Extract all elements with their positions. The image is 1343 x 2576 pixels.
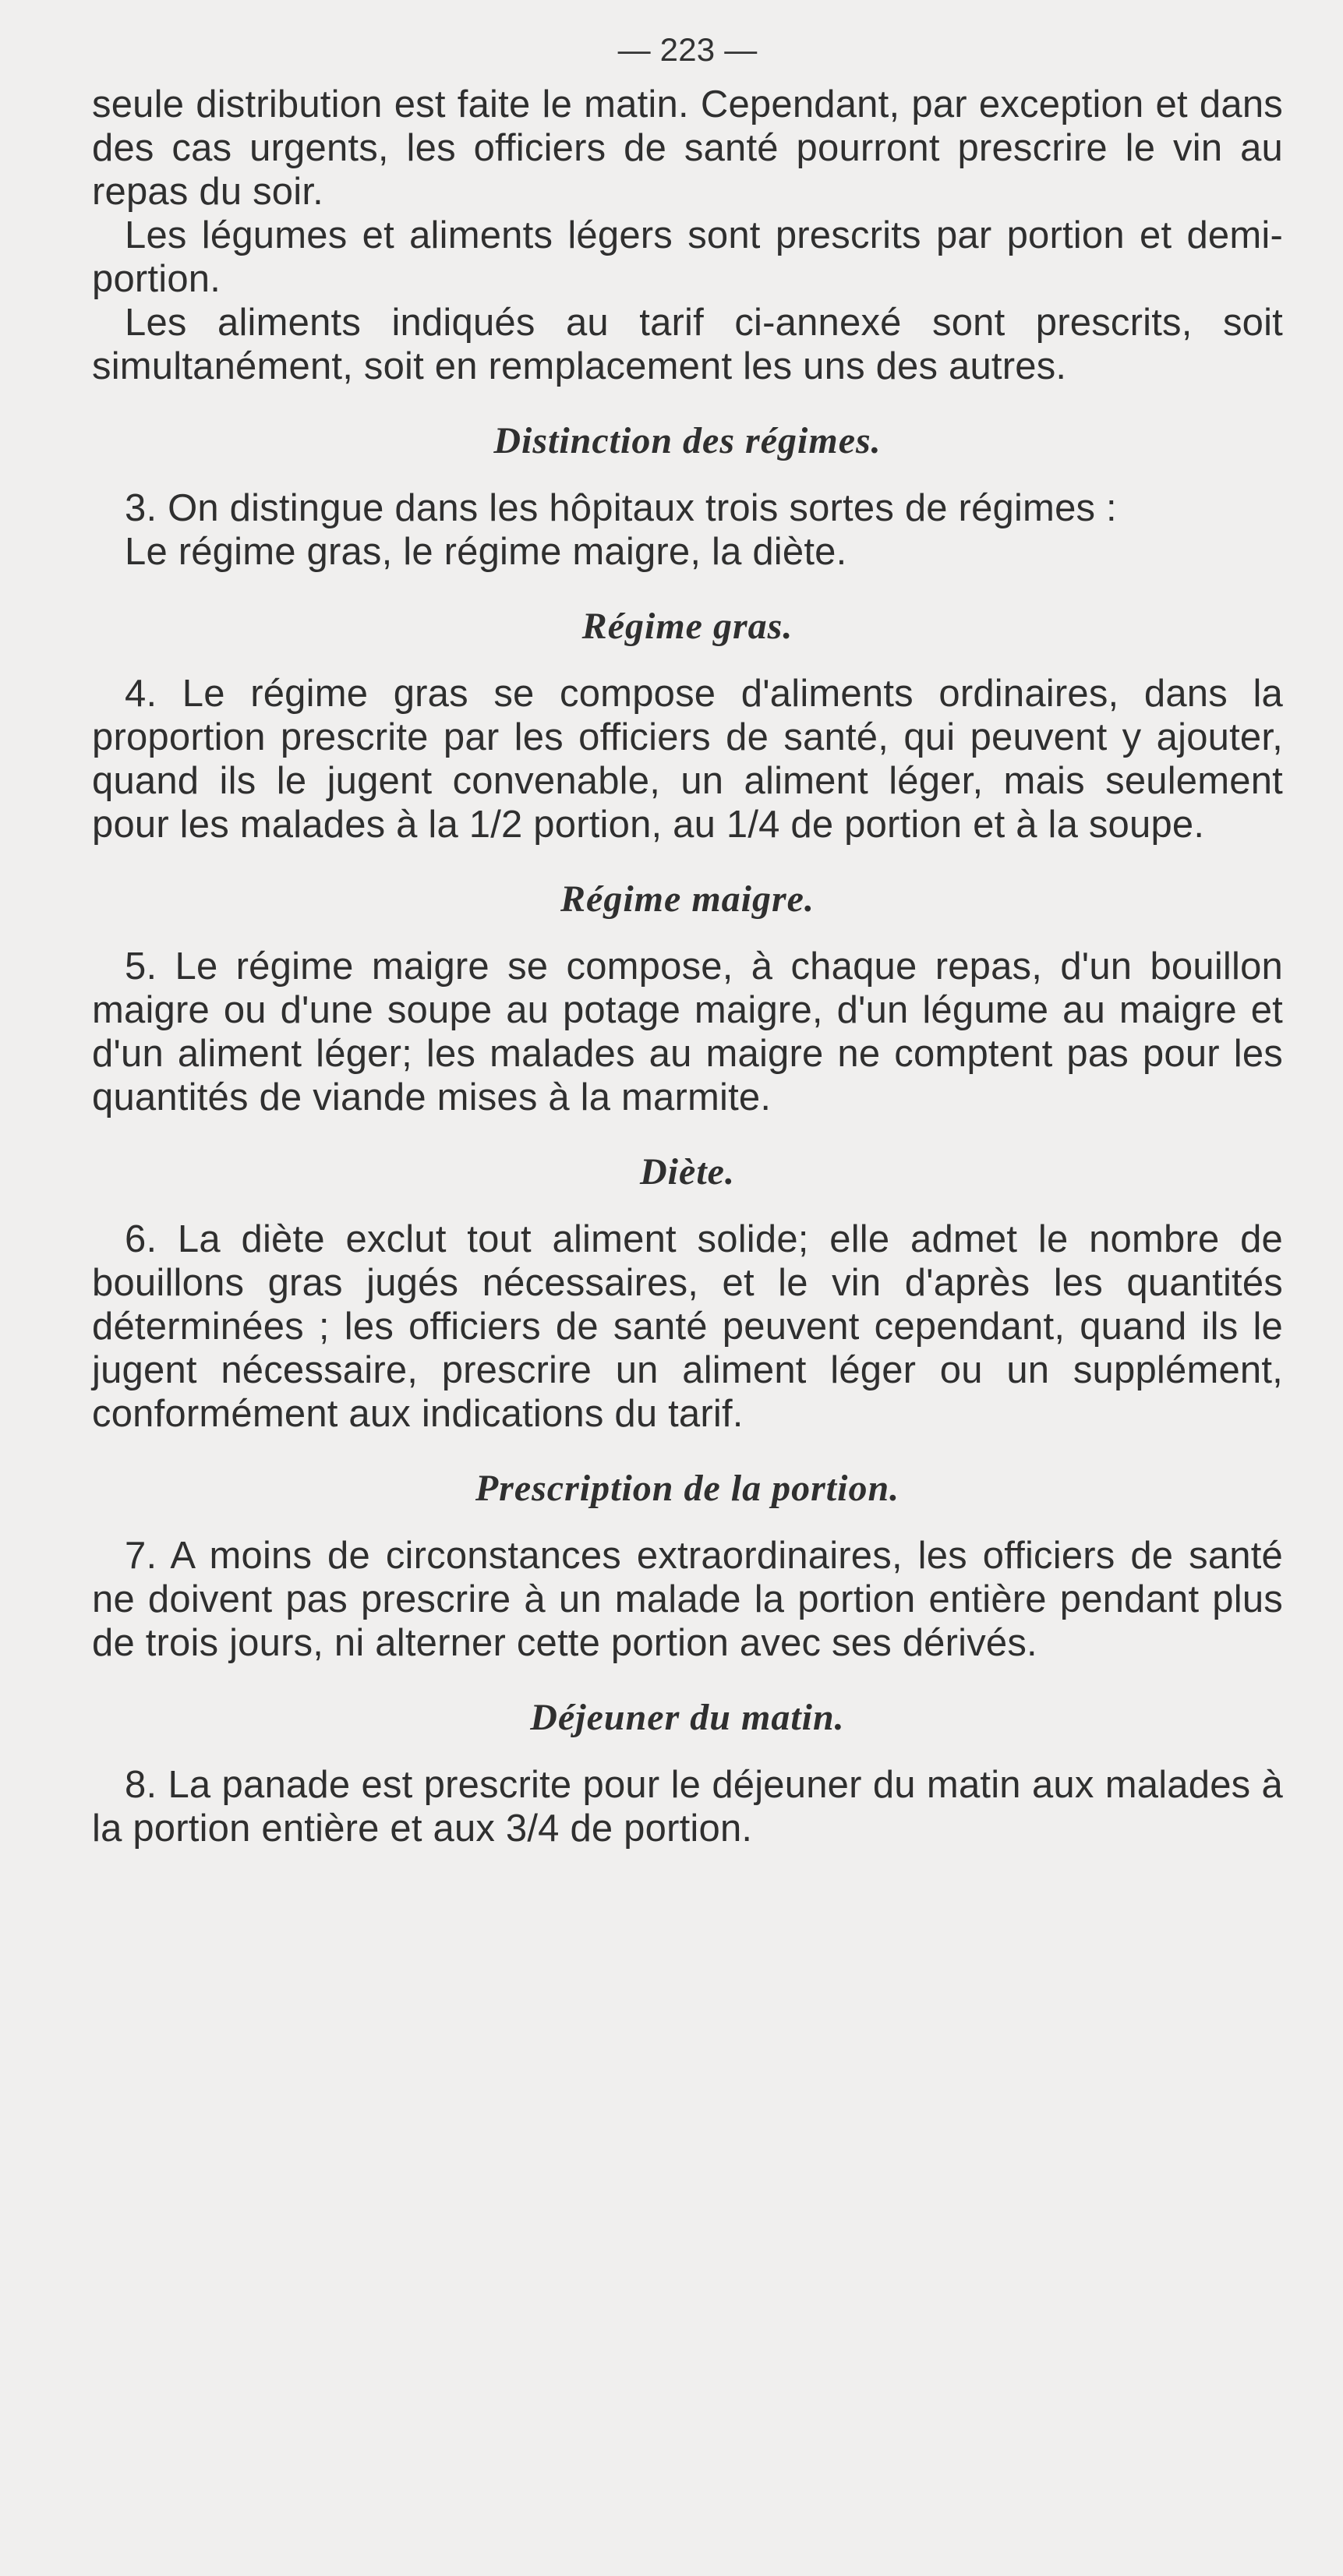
paragraph-legumes: Les légumes et aliments légers sont prescrits par portion et demi-portion. [92,214,1283,300]
heading-distinction-regimes: Distinction des régimes. [493,420,882,461]
paragraph-article-4: 4. Le régime gras se compose d'aliments ordinaires, dans la proportion prescrite par les officiers de santé, qui peuvent y ajouter, quand ils le jugent convenable, un aliment léger, mais seulement pour les malades à la 1/2 portion, au 1/4 de portion et à la soupe. [92,673,1283,846]
paragraph-article-8: 8. La panade est prescrite pour le déjeuner du matin aux malades à la portion entière et aux 3/4 de portion. [92,1764,1283,1850]
paragraph-aliments-tarif: Les aliments indiqués au tarif ci-annexé sont prescrits, soit simultanément, soit en remplacement les uns des autres. [92,302,1283,387]
heading-dejeuner-matin: Déjeuner du matin. [530,1697,845,1738]
heading-regime-gras: Régime gras. [581,606,793,647]
heading-prescription-portion: Prescription de la portion. [475,1468,900,1509]
paragraph-article-5: 5. Le régime maigre se compose, à chaque repas, d'un bouillon maigre ou d'une soupe au potage maigre, d'un légume au maigre et d'un aliment léger; les malades au maigre ne comptent pas pour les quantités de viande mises à la marmite. [92,945,1283,1118]
paragraph-article-6: 6. La diète exclut tout aliment solide; elle admet le nombre de bouillons gras jugés nécessaires, et le vin d'après les quantités déterminées ; les officiers de santé peuvent cependant, quand ils le jugent nécessaire, prescrire un aliment léger ou un supplément, conformément aux indications du tarif. [92,1218,1283,1435]
paragraph-continuation: seule distribution est faite le matin. Cependant, par exception et dans des cas urgents, les officiers de santé pourront prescrire le vin au repas du soir. [92,83,1283,213]
heading-regime-maigre: Régime maigre. [560,878,815,920]
paragraph-article-7: 7. A moins de circonstances extraordinaires, les officiers de santé ne doivent pas prescrire à un malade la portion entière pendant plus de trois jours, ni alterner cette portion avec ses dérivés. [92,1535,1283,1664]
heading-diete: Diète. [640,1151,735,1193]
page-text [92,31,1283,1850]
page-number: — 223 — [617,31,758,68]
paragraph-types-regimes: Le régime gras, le régime maigre, la diète. [125,531,847,573]
paragraph-article-3: 3. On distingue dans les hôpitaux trois sortes de régimes : [125,487,1117,529]
